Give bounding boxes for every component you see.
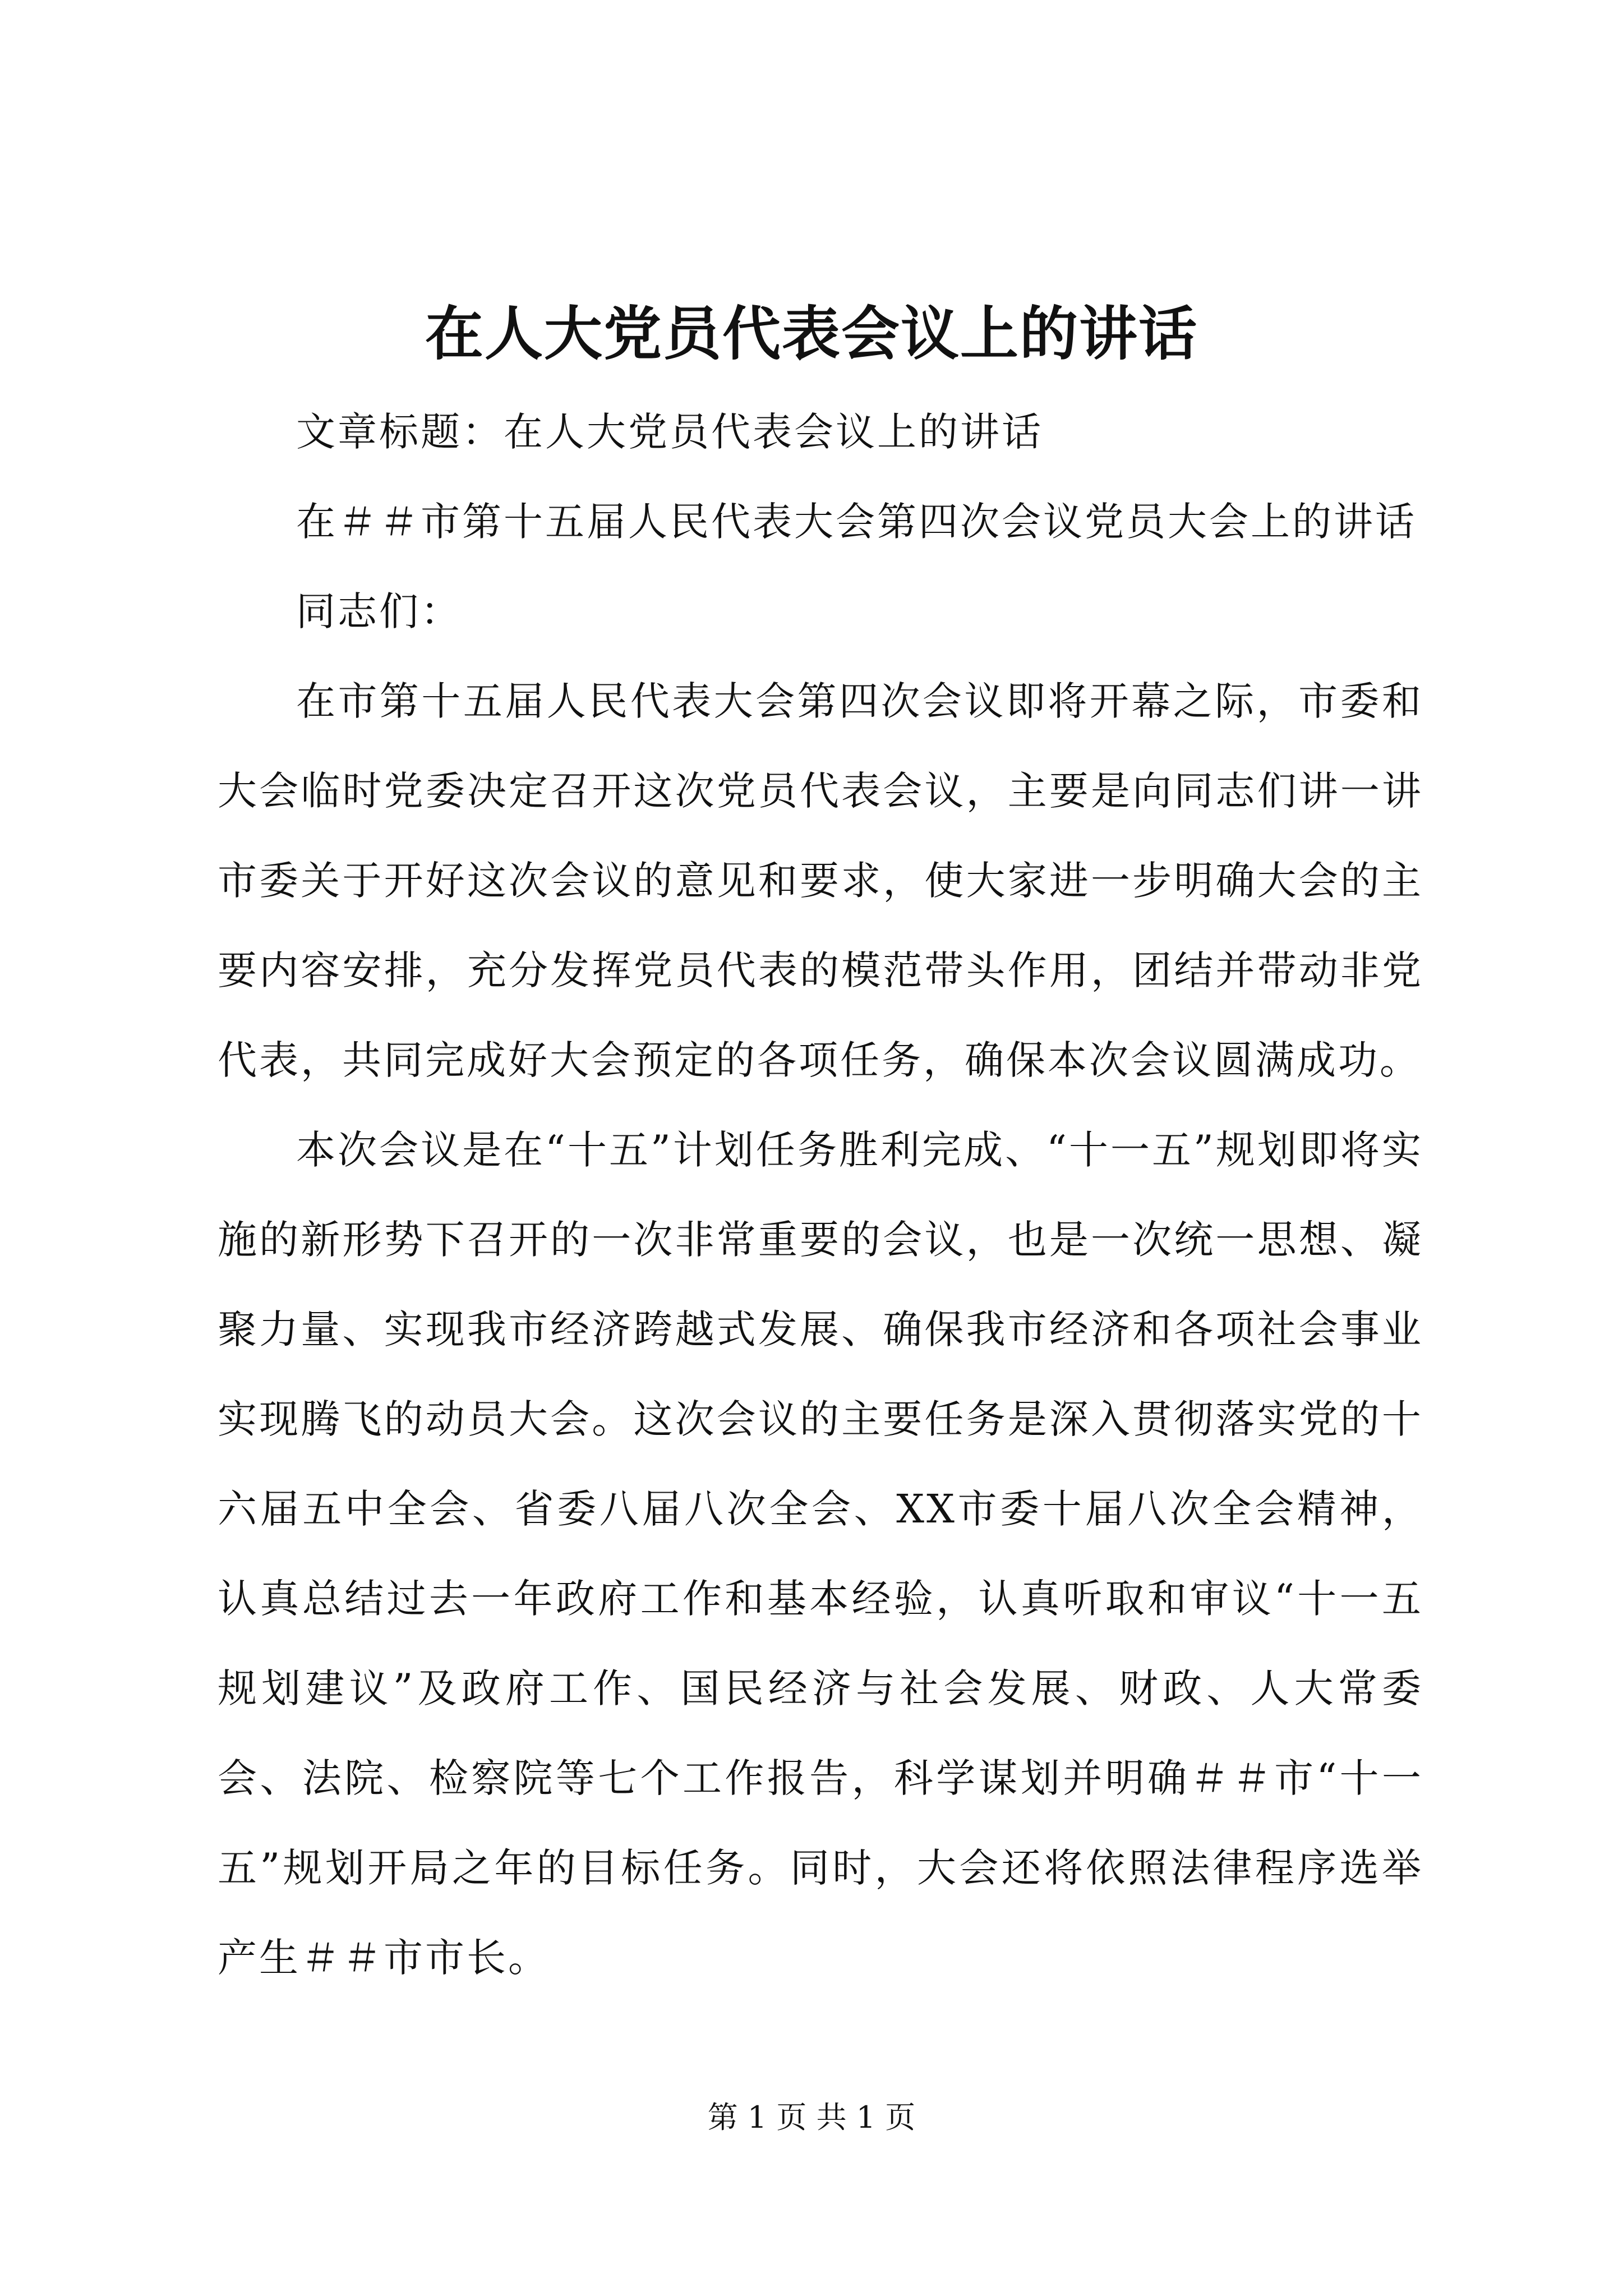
salutation: 同志们：: [296, 588, 462, 634]
document-body: [218, 387, 1423, 2003]
body-paragraph-2: 本次会议是在“十五”计划任务胜利完成、“十一五”规划即将实施的新形势下召开的一次非常重要的会议，也是一次统一思想、凝聚力量、实现我市经济跨越式发展、确保我市经济和各项社会事业实现腾飞的动员大会。这次会议的主要任务是深入贯彻落实党的十六届五中全会、省委八届八次全会、XX市委十届八次全会精神，认真总结过去一年政府工作和基本经验，认真听取和审议“十一五规划建议”及政府工作、国民经济与社会发展、财政、人大常委会、法院、检察院等七个工作报告，科学谋划并明确＃＃市“十一五”规划开局之年的目标任务。同时，大会还将依照法律程序选举产生＃＃市市长。: [218, 1127, 1423, 1981]
page-footer: 第 1 页 共 1 页: [707, 2100, 916, 2135]
article-title-line: 文章标题：在人大党员代表会议上的讲话: [296, 409, 1043, 455]
speech-subtitle: 在＃＃市第十五届人民代表大会第四次会议党员大会上的讲话: [296, 499, 1417, 545]
body-paragraph-1: 在市第十五届人民代表大会第四次会议即将开幕之际，市委和大会临时党委决定召开这次党员代表会议，主要是向同志们讲一讲市委关于开好这次会议的意见和要求，使大家进一步明确大会的主要内容安排，充分发挥党员代表的模范带头作用，团结并带动非党代表，共同完成好大会预定的各项任务，确保本次会议圆满成功。: [218, 678, 1423, 1083]
document-title: 在人大党员代表会议上的讲话: [425, 299, 1198, 368]
